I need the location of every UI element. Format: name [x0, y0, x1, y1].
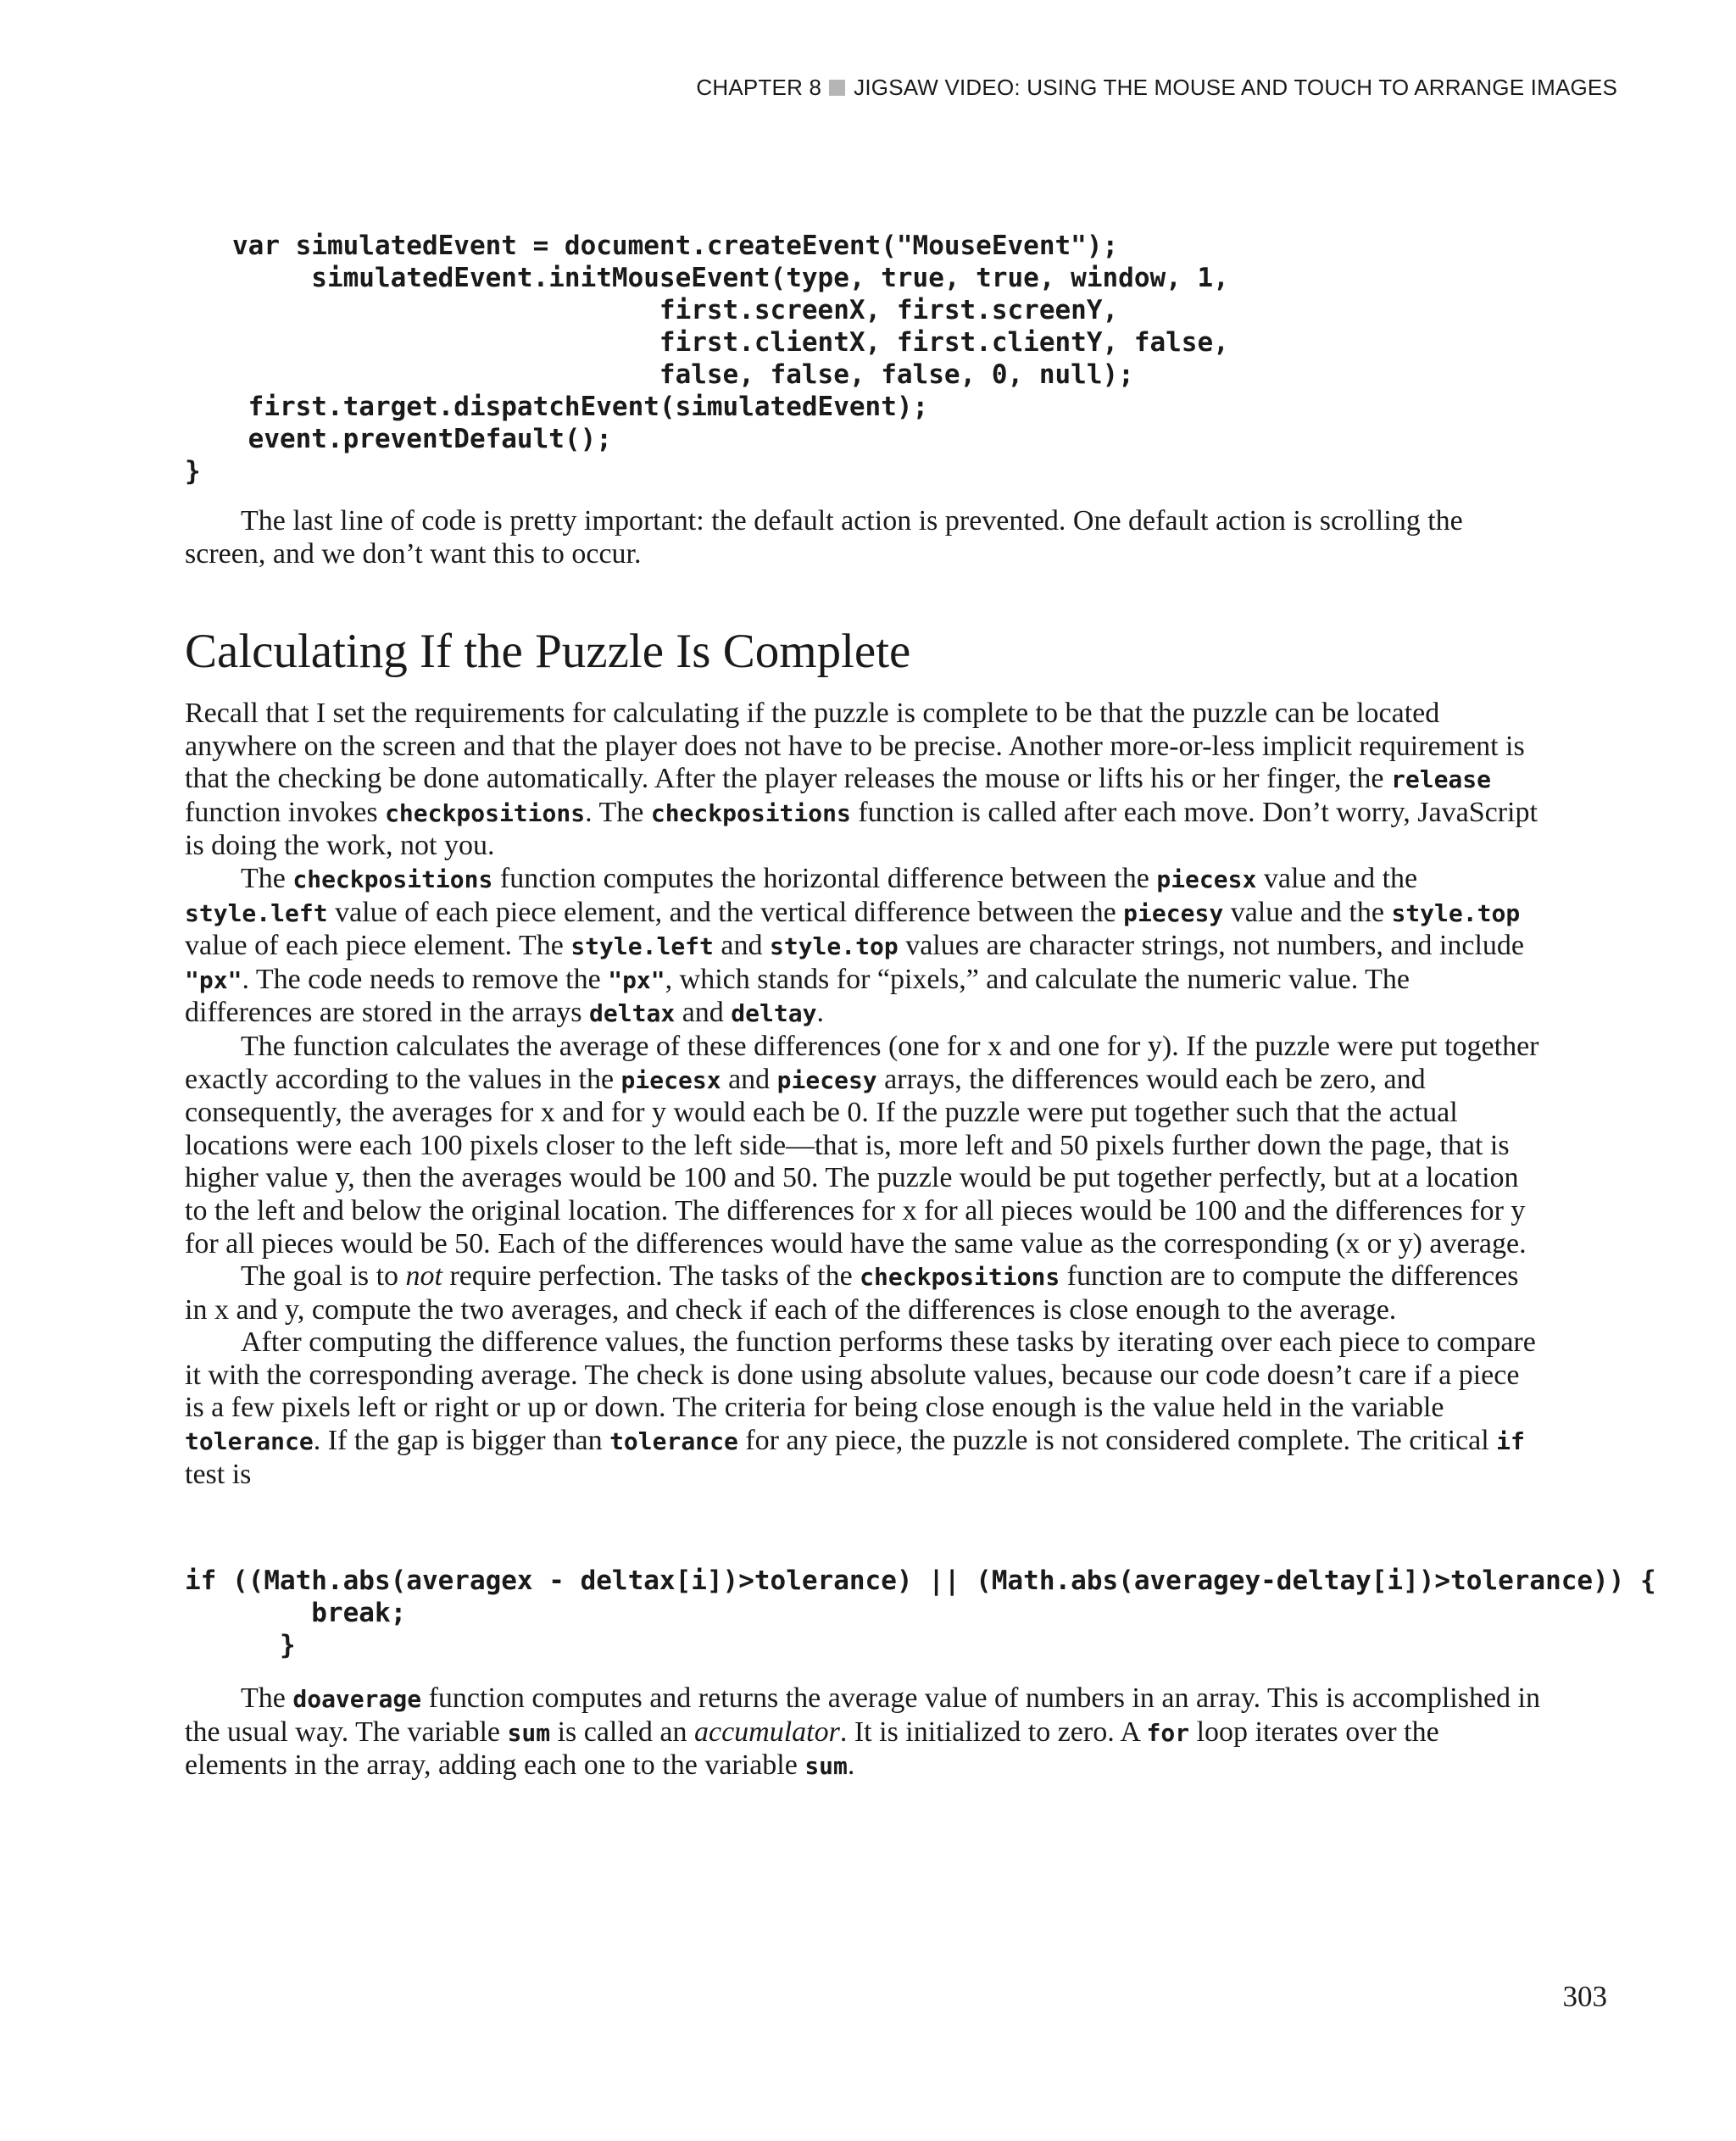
- paragraph-requirements: Recall that I set the requirements for calculating if the puzzle is complete to be that the puzzle can be located anywhere on the screen and that the player does not have to be precise. Another more-or-less implicit requirement is that the checking be done automatically. After the player releases the mouse or lifts his or her finger, the release function invokes checkpositions. The checkpositions function is called after each move. Don’t worry, JavaScript is doing the work, not you.: [185, 698, 1538, 862]
- paragraph-goal: The goal is to not require perfection. The tasks of the checkpositions function are to compute the differences in x and y, compute the two averages, and check if each of the differences is close enough to the average.: [185, 1260, 1519, 1326]
- inline-code: checkpositions: [860, 1263, 1060, 1292]
- inline-code: style.left: [570, 932, 714, 961]
- inline-code: if: [1496, 1427, 1525, 1456]
- chapter-label: CHAPTER 8: [696, 75, 822, 100]
- code-block-simulated-event: var simulatedEvent = document.createEvent("MouseEvent"); simulatedEvent.initMouseEvent(type, true, true, window, 1, first.screenX, first.screenY, first.clientX, first.clientY, false, false, false, false, 0, null); first.target.dispatchEvent(simulatedEvent); event.preventDefault(); }: [185, 231, 1229, 487]
- inline-code: piecesx: [1156, 865, 1257, 893]
- inline-code: checkpositions: [385, 798, 586, 827]
- inline-code: piecesy: [1123, 898, 1224, 927]
- inline-code: sum: [804, 1752, 848, 1781]
- inline-code: style.top: [1391, 898, 1521, 927]
- inline-code: doaverage: [292, 1685, 422, 1713]
- inline-code: release: [1391, 765, 1492, 794]
- page-number: 303: [1562, 1980, 1607, 2013]
- inline-code: deltay: [731, 999, 817, 1028]
- inline-code: "px": [608, 965, 665, 994]
- inline-code: checkpositions: [292, 865, 493, 893]
- section-heading: Calculating If the Puzzle Is Complete: [185, 625, 911, 678]
- code-block-tolerance-test: if ((Math.abs(averagex - deltax[i])>tolerance) || (Math.abs(averagey-deltay[i])>tolerance)) { break; }: [185, 1565, 1656, 1660]
- inline-code: tolerance: [185, 1427, 314, 1456]
- paragraph-doaverage: The doaverage function computes and returns the average value of numbers in an array. This is accomplished in the usual way. The variable sum is called an accumulator. It is initialized to zero. A for loop iterates over the elements in the array, adding each one to the variable sum.: [185, 1682, 1541, 1782]
- separator-square-icon: [829, 80, 845, 96]
- paragraph-tolerance: After computing the difference values, the function performs these tasks by iterating over each piece to compare it with the corresponding average. The check is done using absolute values, because our code doesn’t care if a piece is a few pixels left or right or up or down. The criteria for being close enough is the value held in the variable tolerance. If the gap is bigger than tolerance for any piece, the puzzle is not considered complete. The critical if test is: [185, 1326, 1536, 1490]
- section-body: [185, 698, 1541, 1491]
- inline-code: checkpositions: [650, 798, 851, 827]
- inline-code: for: [1146, 1718, 1190, 1747]
- inline-code: piecesy: [776, 1065, 877, 1094]
- inline-code: style.left: [185, 898, 328, 927]
- paragraph-averages: The function calculates the average of these differences (one for x and one for y). If the puzzle were put together exactly according to the values in the piecesx and piecesy arrays, the differences would each be zero, and consequently, the averages for x and for y would each be 0. If the puzzle were put together such that the actual locations were each 100 pixels closer to the left side—that is, more left and 50 pixels further down the page, that is higher value y, then the averages would be 100 and 50. The puzzle would be put together perfectly, but at a location to the left and below the original location. The differences for x for all pieces would be 100 and the differences for y for all pieces would be 50. Each of the differences would have the same value as the corresponding (x or y) average.: [185, 1030, 1539, 1260]
- inline-code: "px": [185, 965, 242, 994]
- inline-code: style.top: [769, 932, 899, 961]
- running-head: [696, 75, 1617, 101]
- inline-code: deltax: [589, 999, 676, 1028]
- paragraph-checkpositions: The checkpositions function computes the horizontal difference between the piecesx value and the style.left value of each piece element, and the vertical difference between the piecesy value and the style.top value of each piece element. The style.left and style.top values are character strings, not numbers, and include "px". The code needs to remove the "px", which stands for “pixels,” and calculate the numeric value. The differences are stored in the arrays deltax and deltay.: [185, 862, 1524, 1029]
- chapter-title: JIGSAW VIDEO: USING THE MOUSE AND TOUCH TO ARRANGE IMAGES: [854, 75, 1617, 100]
- inline-code: tolerance: [609, 1427, 738, 1456]
- inline-code: piecesx: [620, 1065, 721, 1094]
- paragraph-default-action: The last line of code is pretty important: the default action is prevented. One default action is scrolling the screen, and we don’t want this to occur.: [185, 505, 1463, 570]
- emphasis: accumulator: [694, 1716, 840, 1748]
- emphasis: not: [405, 1260, 442, 1293]
- inline-code: sum: [507, 1718, 551, 1747]
